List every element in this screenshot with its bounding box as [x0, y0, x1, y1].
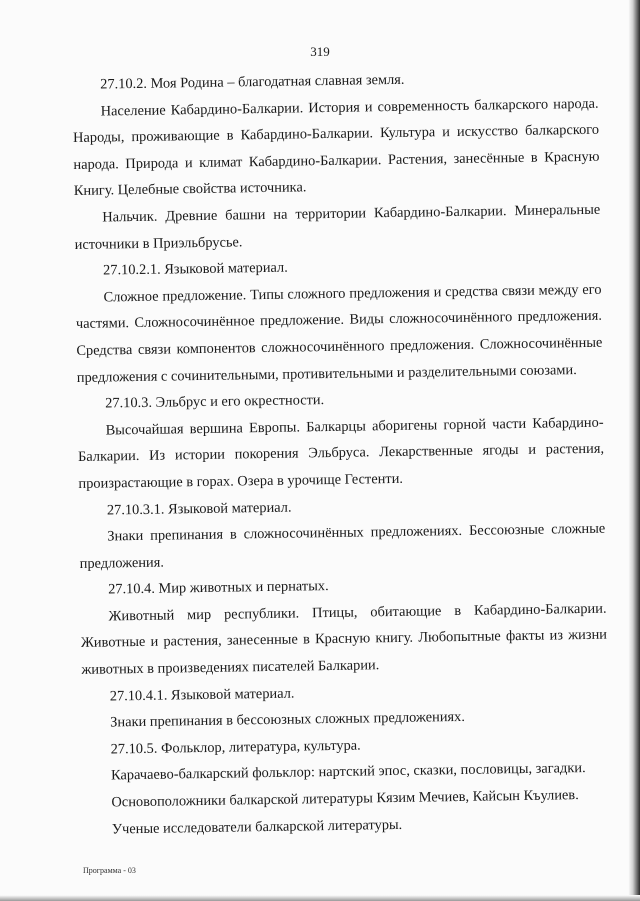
section-heading: 27.10.4.1. Языковой материал.: [109, 685, 295, 705]
paragraph: Нальчик. Древние башни на территории Кабардино-Балкарии. Минеральные источники в Приэльбрусье.: [74, 201, 601, 253]
paragraph: Знаки препинания в бессоюзных сложных предложениях.: [110, 709, 466, 731]
section-heading: 27.10.5. Фольклор, литература, культура.: [110, 737, 361, 758]
section-heading: 27.10.2. Моя Родина – благодатная славная земля.: [100, 71, 405, 93]
paragraph: Высочайшая вершина Европы. Балкарцы аборигены горной части Кабардино-Балкарии. Из истории покорения Эльбруса. Лекарственные ягоды и растения, произрастающие в горах. Озера в урочище Гестенти.: [77, 414, 605, 492]
scan-edge-shadow: [628, 0, 640, 901]
paragraph: Сложное предложение. Типы сложного предложения и средства связи между его частями. Сложносочинённое предложение. Виды сложносочинённого предложения. Средства связи компонентов сложносочинённого предложения. Сложносочинённые предложения с сочинительными, противительными и разделительными союзами.: [75, 281, 603, 386]
paragraph: Животный мир республики. Птицы, обитающие в Кабардино-Балкарии. Животные и растения, занесенные в Красную книгу. Любопытные факты из жизни животных в произведениях писателей Балкарии.: [80, 600, 608, 678]
document-body: [72, 64, 610, 843]
section-heading: 27.10.3.1. Языковой материал.: [106, 499, 292, 519]
paragraph: Карачаево-балкарский фольклор: нартский эпос, сказки, пословицы, загадки.: [110, 760, 586, 784]
section-heading: 27.10.2.1. Языковой материал.: [102, 259, 288, 279]
paragraph: Основоположники балкарской литературы Кязим Мечиев, Кайсын Къулиев.: [111, 787, 579, 811]
paragraph: Знаки препинания в сложносочинённых предложениях. Бессоюзные сложные предложения.: [79, 520, 606, 572]
page-number: 319: [310, 44, 330, 59]
section-heading: 27.10.3. Эльбрус и его окрестности.: [105, 392, 325, 412]
section-heading: 27.10.4. Мир животных и пернатых.: [108, 578, 329, 598]
scan-edge-bottom: [0, 895, 640, 901]
page-footer: Программа - 03: [83, 866, 136, 875]
paragraph: Ученые исследователи балкарской литературы.: [111, 816, 403, 838]
paragraph: Население Кабардино-Балкарии. История и современность балкарского народа. Народы, проживающие в Кабардино-Балкарии. Культура и искусство балкарского народа. Природа и климат Кабардино-Балкарии. Растения, занесённые в Красную Книгу. Целебные свойства источника.: [72, 95, 600, 200]
